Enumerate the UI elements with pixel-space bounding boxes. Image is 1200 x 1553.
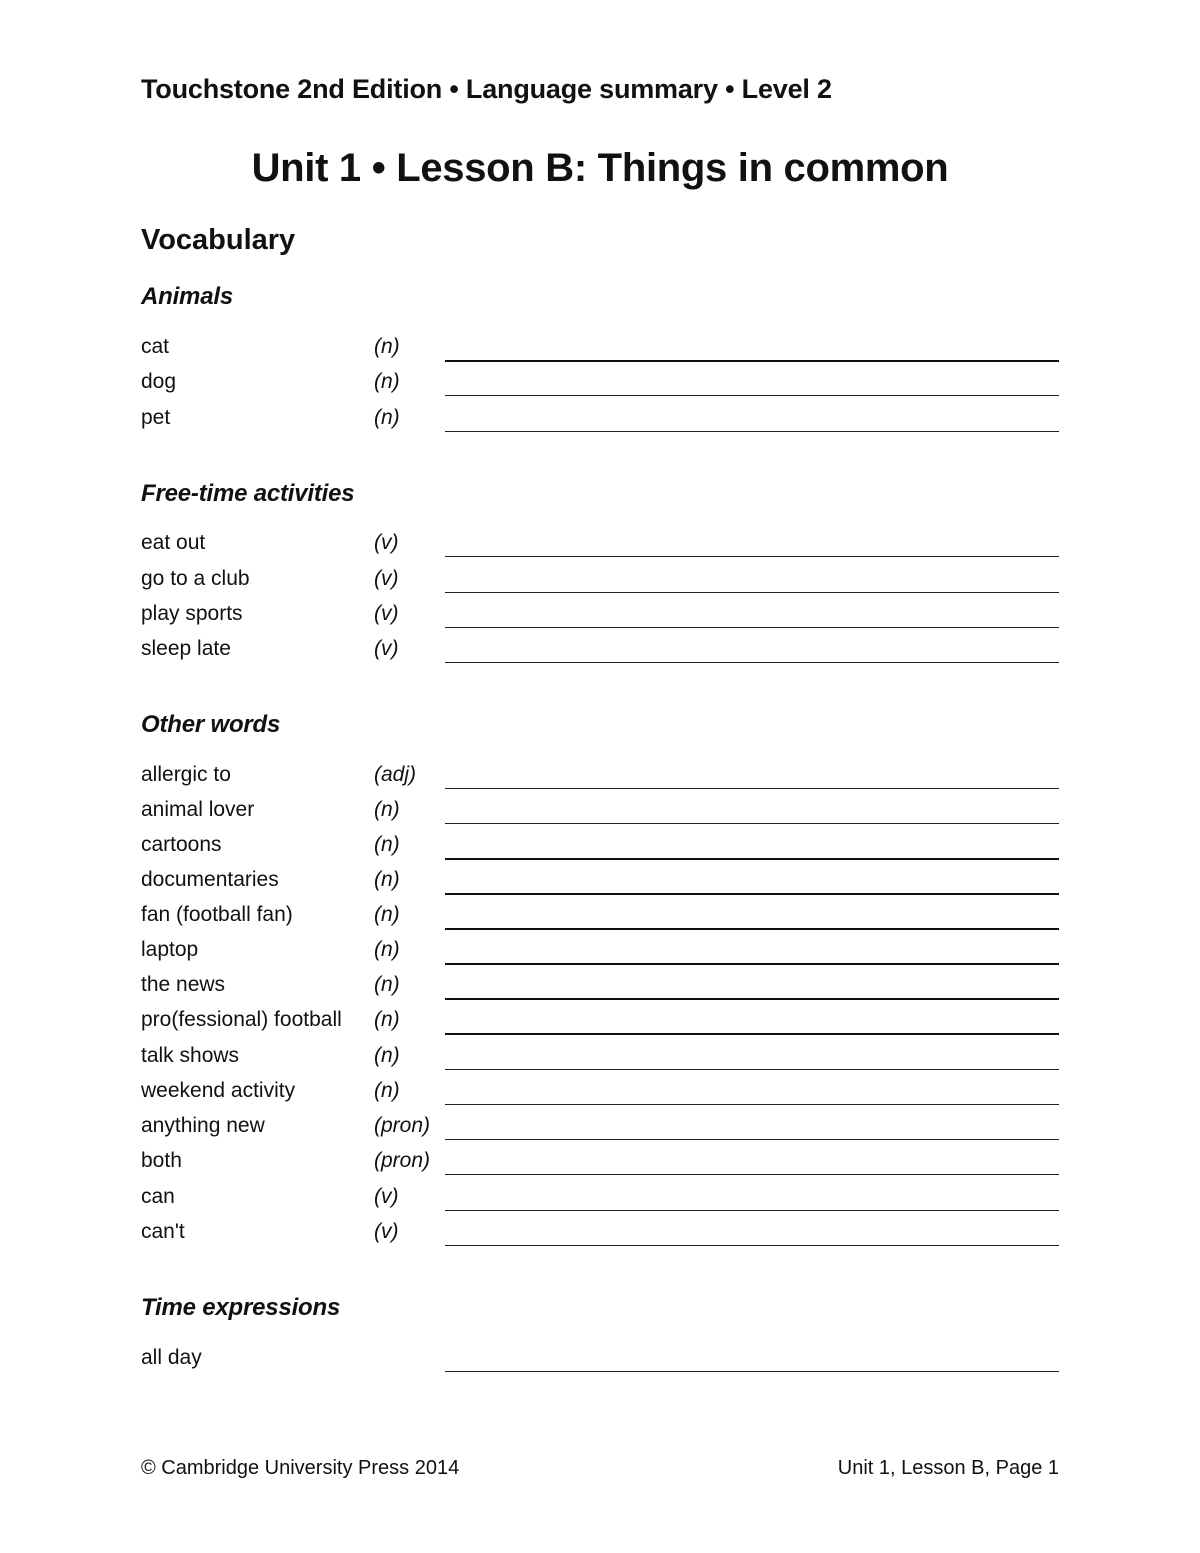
vocab-pos: (n) [374, 1008, 400, 1031]
vocab-pos: (n) [374, 1079, 400, 1102]
subheading-other-words: Other words [141, 711, 281, 738]
answer-line[interactable] [445, 858, 1059, 860]
vocab-word: eat out [141, 531, 206, 554]
answer-line[interactable] [445, 998, 1059, 1000]
page-header: Touchstone 2nd Edition • Language summary • Level 2 [141, 74, 832, 104]
vocab-word: go to a club [141, 567, 250, 590]
vocab-row [141, 1044, 1059, 1079]
vocab-word: cat [141, 335, 170, 358]
vocab-row [141, 1008, 1059, 1043]
vocab-pos: (n) [374, 798, 400, 821]
answer-line[interactable] [445, 788, 1059, 789]
vocab-pos: (v) [374, 1185, 399, 1208]
answer-line[interactable] [445, 1245, 1059, 1246]
answer-line[interactable] [445, 627, 1059, 628]
vocab-row [141, 370, 1059, 405]
answer-line[interactable] [445, 592, 1059, 593]
vocab-pos: (v) [374, 637, 399, 660]
vocab-row [141, 763, 1059, 798]
vocab-pos: (n) [374, 335, 400, 358]
vocab-pos: (n) [374, 868, 400, 891]
answer-line[interactable] [445, 360, 1059, 362]
answer-line[interactable] [445, 395, 1059, 396]
vocab-row [141, 1220, 1059, 1255]
vocab-pos: (n) [374, 370, 400, 393]
vocab-word: both [141, 1149, 182, 1172]
vocab-pos: (pron) [374, 1114, 431, 1137]
page-title: Unit 1 • Lesson B: Things in common [251, 146, 949, 190]
section-title: Vocabulary [141, 224, 296, 256]
answer-line[interactable] [445, 893, 1059, 895]
vocab-word: can [141, 1185, 175, 1208]
vocab-pos: (n) [374, 833, 400, 856]
vocab-row [141, 833, 1059, 868]
answer-line[interactable] [445, 556, 1059, 557]
vocab-pos: (n) [374, 973, 400, 996]
vocab-row [141, 903, 1059, 938]
answer-line[interactable] [445, 963, 1059, 965]
vocab-word: pro(fessional) football [141, 1008, 342, 1031]
answer-line[interactable] [445, 1033, 1059, 1035]
vocab-pos: (n) [374, 938, 400, 961]
vocab-row [141, 1149, 1059, 1184]
subheading-animals: Animals [141, 283, 233, 310]
vocab-word: fan (football fan) [141, 903, 293, 926]
vocab-word: weekend activity [141, 1079, 296, 1102]
vocab-row [141, 973, 1059, 1008]
vocab-pos: (pron) [374, 1149, 431, 1172]
vocab-row [141, 868, 1059, 903]
answer-line[interactable] [445, 1210, 1059, 1211]
vocab-row [141, 1346, 1059, 1381]
answer-line[interactable] [445, 1069, 1059, 1070]
vocab-pos: (n) [374, 406, 400, 429]
answer-line[interactable] [445, 1174, 1059, 1175]
vocab-pos: (v) [374, 1220, 399, 1243]
answer-line[interactable] [445, 1104, 1059, 1105]
vocab-pos: (v) [374, 567, 399, 590]
vocab-pos: (adj) [374, 763, 417, 786]
vocab-pos: (v) [374, 531, 399, 554]
vocab-word: talk shows [141, 1044, 240, 1067]
vocab-row [141, 938, 1059, 973]
vocab-pos: (n) [374, 1044, 400, 1067]
vocab-word: play sports [141, 602, 243, 625]
vocab-word: allergic to [141, 763, 231, 786]
answer-line[interactable] [445, 1139, 1059, 1140]
vocab-row [141, 602, 1059, 637]
vocab-word: animal lover [141, 798, 255, 821]
answer-line[interactable] [445, 928, 1059, 930]
vocab-row [141, 531, 1059, 566]
vocab-word: cartoons [141, 833, 222, 856]
footer-page-number: Unit 1, Lesson B, Page 1 [837, 1457, 1059, 1479]
vocab-word: laptop [141, 938, 199, 961]
vocab-row [141, 567, 1059, 602]
subheading-free-time-activities: Free-time activities [141, 480, 355, 507]
footer-copyright: © Cambridge University Press 2014 [141, 1457, 460, 1479]
vocab-word: the news [141, 973, 226, 996]
vocab-row [141, 798, 1059, 833]
vocab-pos: (v) [374, 602, 399, 625]
subheading-time-expressions: Time expressions [141, 1294, 341, 1321]
answer-line[interactable] [445, 431, 1059, 432]
vocab-word: dog [141, 370, 177, 393]
vocab-row [141, 335, 1059, 370]
answer-line[interactable] [445, 1371, 1059, 1372]
vocab-word: can't [141, 1220, 185, 1243]
answer-line[interactable] [445, 823, 1059, 824]
vocab-row [141, 406, 1059, 441]
vocab-word: sleep late [141, 637, 231, 660]
vocab-row [141, 1114, 1059, 1149]
vocab-word: documentaries [141, 868, 279, 891]
vocab-row [141, 637, 1059, 672]
answer-line[interactable] [445, 662, 1059, 663]
vocab-pos: (n) [374, 903, 400, 926]
vocab-word: all day [141, 1346, 202, 1369]
vocab-row [141, 1079, 1059, 1114]
vocab-word: pet [141, 406, 171, 429]
vocab-word: anything new [141, 1114, 265, 1137]
vocab-row [141, 1185, 1059, 1220]
